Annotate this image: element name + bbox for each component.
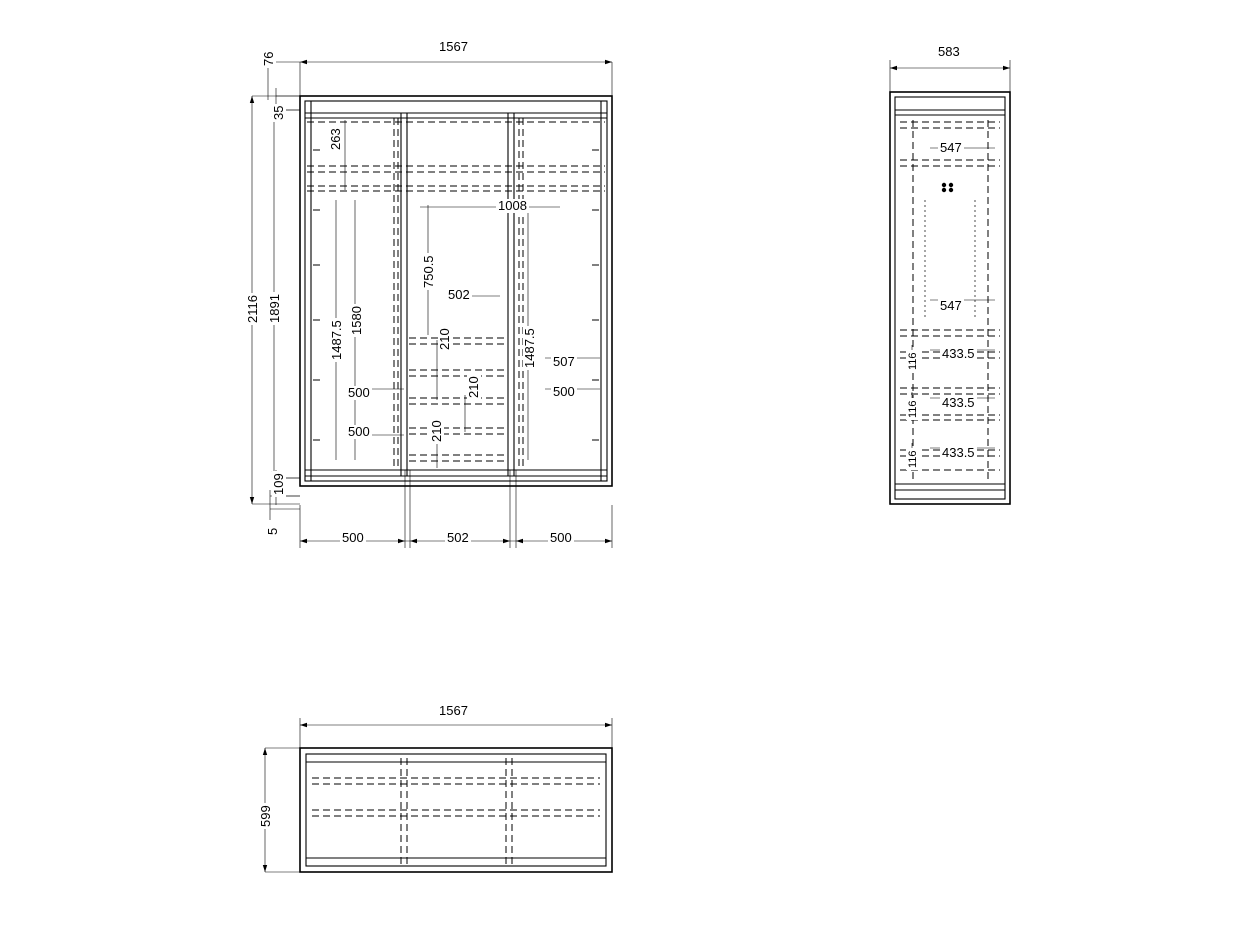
side-shelf-depth-top-label: 547 (940, 140, 962, 155)
front-foot-label: 5 (265, 527, 280, 535)
front-plinth-label: 109 (271, 473, 286, 495)
front-top-offset-label: 76 (261, 51, 276, 66)
front-left-inner-height-label: 1580 (349, 306, 364, 335)
front-bottom-dim-3: 500 (550, 530, 572, 545)
front-left-shelf-b-label: 500 (348, 424, 370, 439)
side-drawer-depth-3-label: 433.5 (942, 445, 975, 460)
front-body-height-label: 1891 (267, 294, 282, 323)
front-left-shelf-a-label: 500 (348, 385, 370, 400)
side-drawer-gap-1-label: 116 (907, 352, 919, 370)
front-drawer-1-label: 210 (437, 328, 452, 350)
front-left-door-height-label: 1487.5 (329, 320, 344, 360)
side-overall-depth-label: 583 (938, 44, 960, 59)
front-overall-height-label: 2116 (245, 295, 260, 323)
side-drawer-gap-2-label: 116 (907, 400, 919, 418)
front-right-note-label: 507 (553, 354, 575, 369)
front-top-panel-label: 35 (271, 105, 286, 120)
side-drawer-depth-1-label: 433.5 (942, 346, 975, 361)
front-shelf-top-label: 263 (328, 128, 343, 150)
front-center-shelf-label: 502 (448, 287, 470, 302)
front-bottom-dim-1: 500 (342, 530, 364, 545)
side-shelf-depth-mid-label: 547 (940, 298, 962, 313)
front-center-top-height-label: 750.5 (421, 255, 436, 288)
front-right-door-height-label: 1487.5 (522, 328, 537, 368)
front-right-shelf-a-label: 500 (553, 384, 575, 399)
front-drawer-3-label: 210 (429, 420, 444, 442)
side-drawer-gap-3-label: 116 (907, 450, 919, 468)
top-overall-width-label: 1567 (439, 703, 468, 718)
top-overall-depth-label: 599 (258, 805, 273, 827)
front-drawer-2-label: 210 (466, 376, 481, 398)
front-overall-width-label: 1567 (439, 39, 468, 54)
front-bottom-dim-2: 502 (447, 530, 469, 545)
side-drawer-depth-2-label: 433.5 (942, 395, 975, 410)
front-center-width-note-label: 1008 (498, 198, 527, 213)
